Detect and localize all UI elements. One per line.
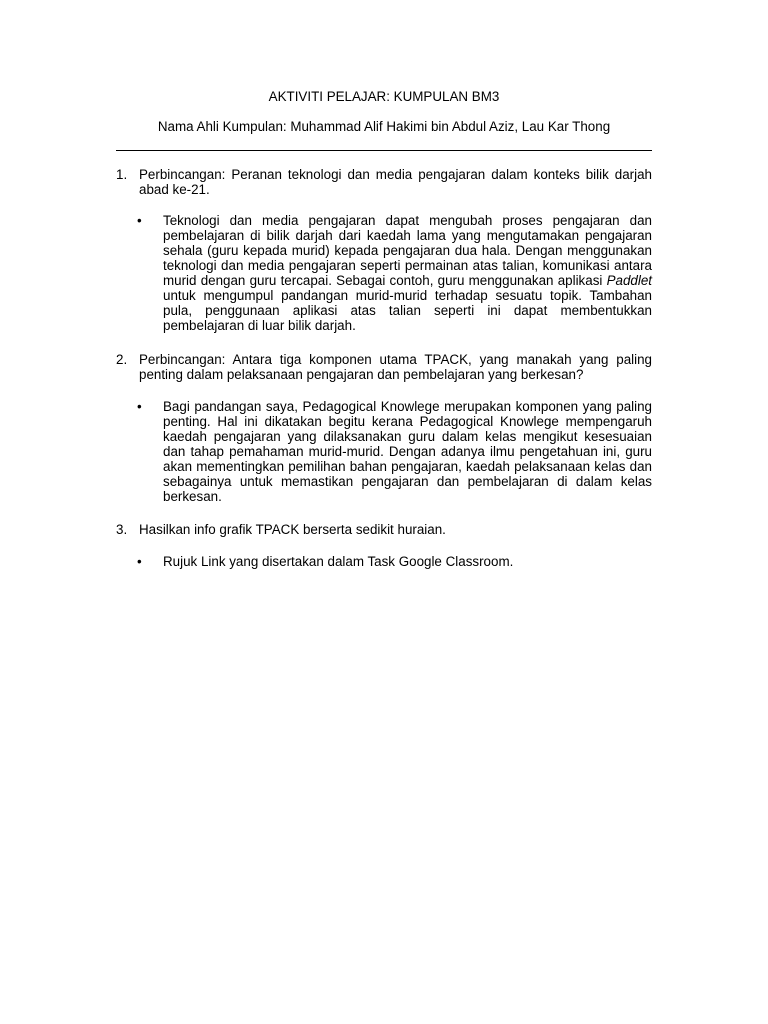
question-1-number: 1. — [116, 167, 128, 182]
question-1 — [116, 167, 652, 197]
answer-1-text — [163, 213, 652, 333]
question-2-text: Perbincangan: Antara tiga komponen utama TPACK, yang manakah yang paling penting dalam pelaksanaan pengajaran dan pembelajaran yang berkesan? — [139, 352, 652, 382]
answer-2-text: Bagi pandangan saya, Pedagogical Knowlege merupakan komponen yang paling penting. Hal ini dikatakan begitu kerana Pedagogical Knowlege mempengaruh kaedah pengajaran yang dilaksanakan guru dalam kelas mengikut kesesuaian dan tahap pemahaman murid-murid. Dengan adanya ilmu pengetahuan ini, guru akan mementingkan pemilihan bahan pengajaran, kaedah pelaksanaan kelas dan sebagainya untuk memastikan pengajaran dan pembelajaran di dalam kelas berkesan. — [163, 399, 652, 504]
answer-1-text-part1: Teknologi dan media pengajaran dapat mengubah proses pengajaran dan pembelajaran di bilik darjah dari kaedah lama yang mengutamakan pengajaran sehala (guru kepada murid) kepada pengajaran dua hala. Dengan menggunakan teknologi dan media pengajaran seperti permainan atas talian, komunikasi antara murid dengan guru tercapai. Sebagai contoh, guru menggunakan aplikasi — [163, 213, 652, 288]
bullet-icon: • — [137, 554, 142, 569]
document-title: AKTIVITI PELAJAR: KUMPULAN BM3 — [268, 89, 500, 104]
group-members-line: Nama Ahli Kumpulan: Muhammad Alif Hakimi bin Abdul Aziz, Lau Kar Thong — [157, 119, 611, 134]
answer-2 — [137, 399, 652, 504]
bullet-icon: • — [137, 213, 142, 228]
answer-3 — [137, 554, 652, 569]
answer-3-text: Rujuk Link yang disertakan dalam Task Google Classroom. — [163, 554, 514, 569]
question-3-text: Hasilkan info grafik TPACK berserta sedikit huraian. — [139, 522, 446, 537]
answer-1 — [137, 213, 652, 333]
question-3 — [116, 522, 652, 537]
question-1-text: Perbincangan: Peranan teknologi dan media pengajaran dalam konteks bilik darjah abad ke-21. — [139, 167, 652, 197]
question-3-number: 3. — [116, 522, 128, 537]
header-divider — [116, 150, 652, 151]
answer-1-text-part2: untuk mengumpul pandangan murid-murid terhadap sesuatu topik. Tambahan pula, penggunaan aplikasi atas talian seperti ini dapat membentukkan pembelajaran di luar bilik darjah. — [163, 288, 652, 333]
answer-1-app-name: Paddlet — [606, 273, 652, 288]
question-2 — [116, 352, 652, 382]
bullet-icon: • — [137, 399, 142, 414]
question-2-number: 2. — [116, 352, 128, 367]
